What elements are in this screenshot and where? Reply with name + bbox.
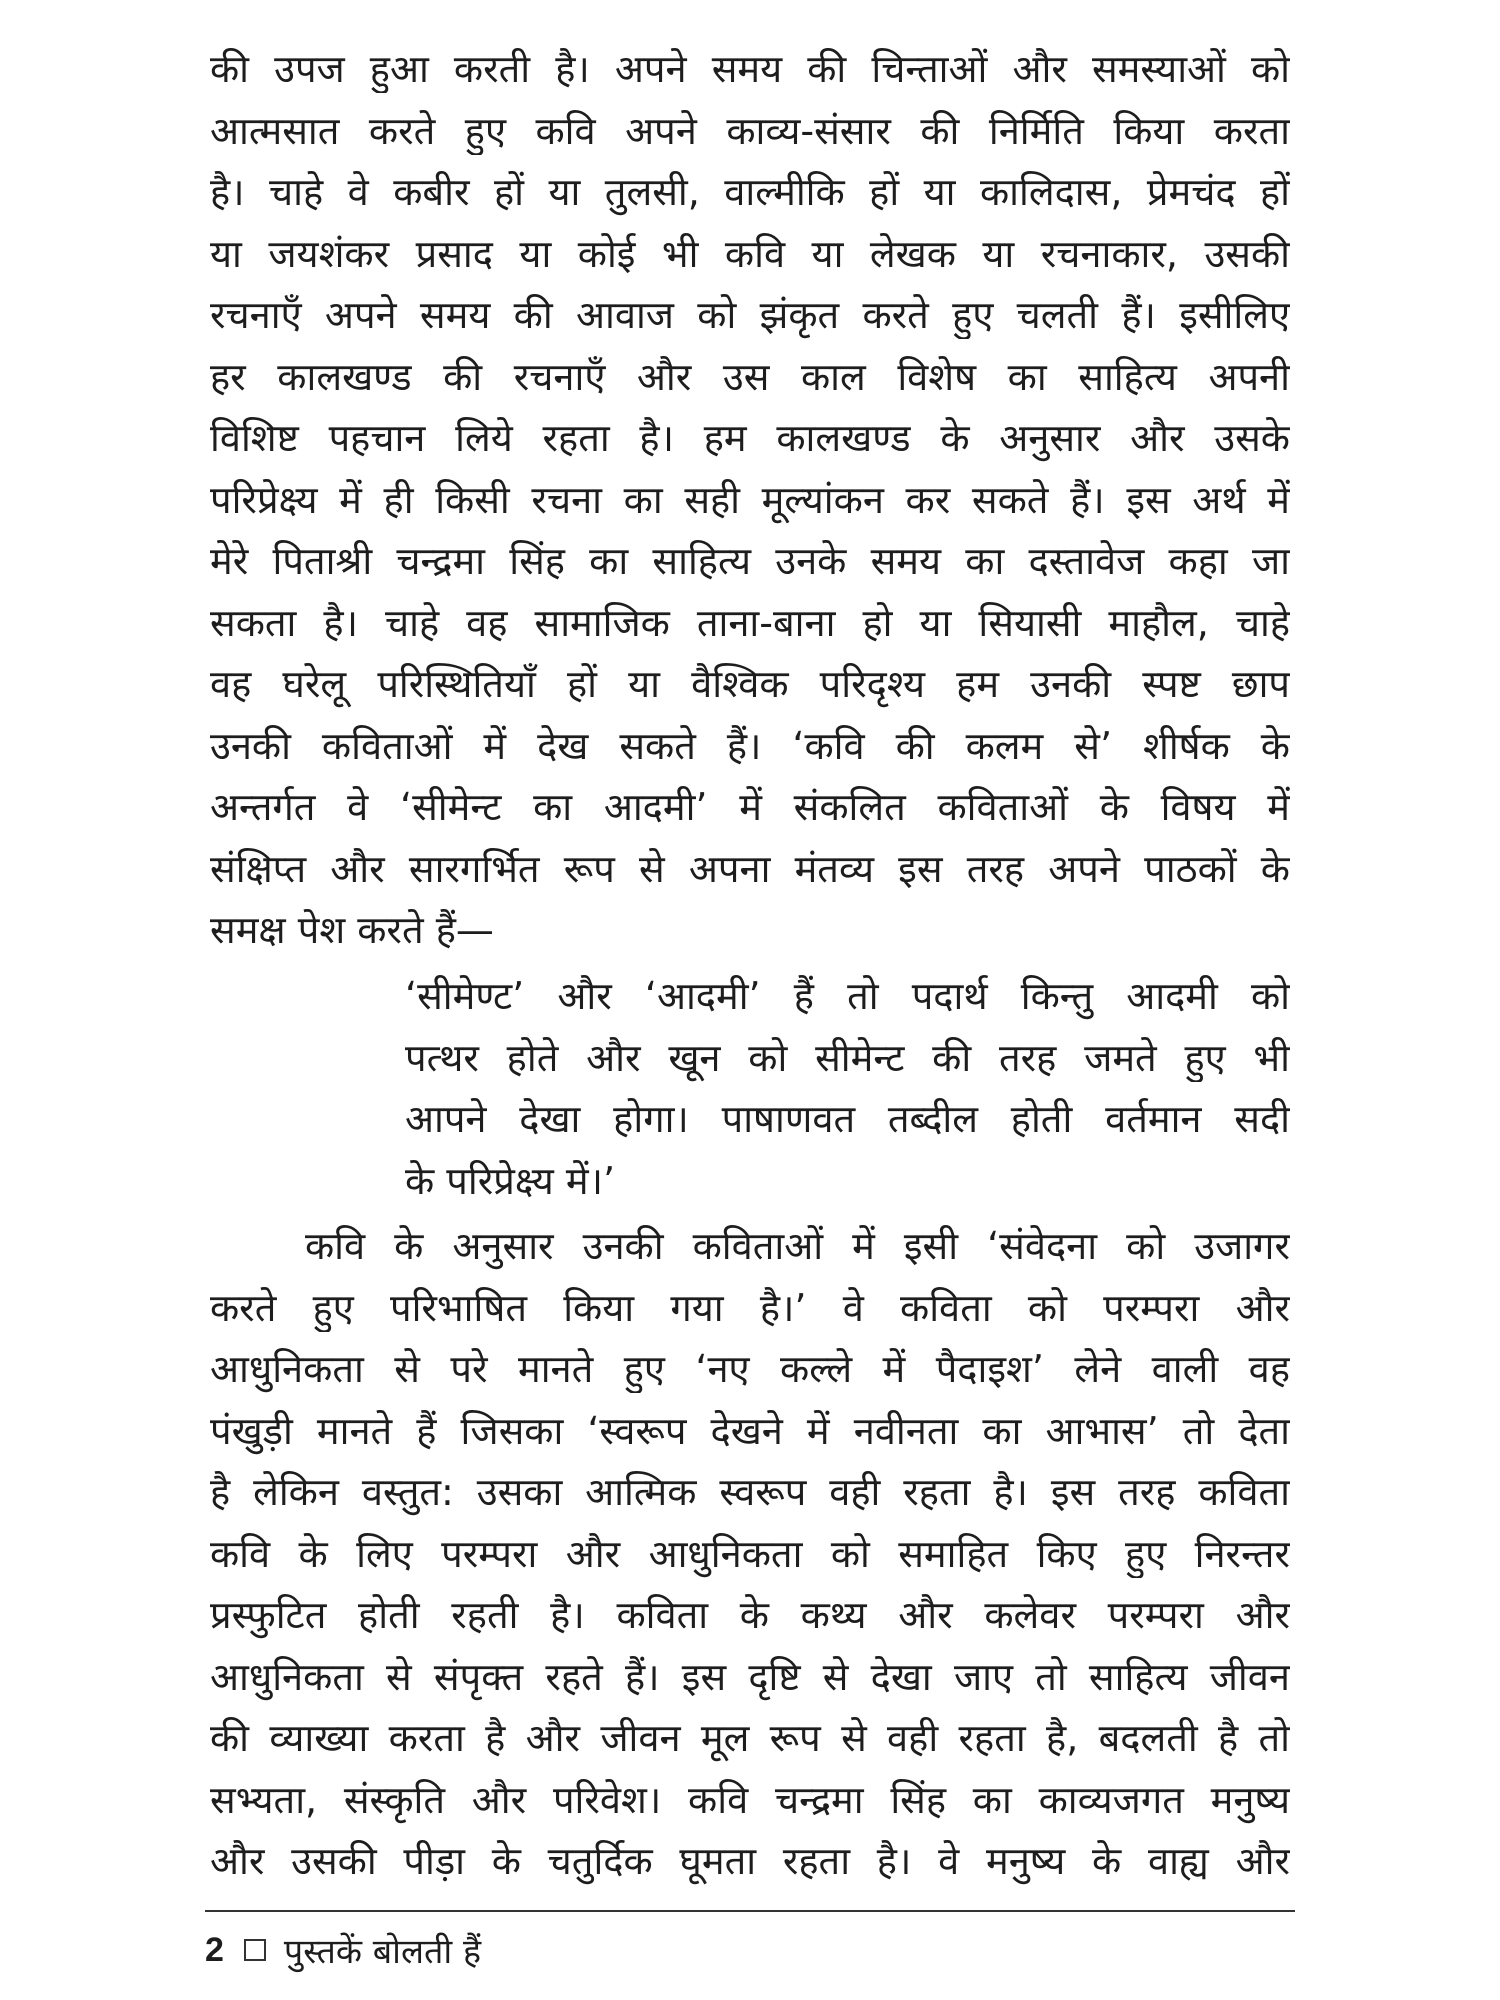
text-line: हर कालखण्ड की रचनाएँ और उस काल विशेष का साहित्य अपनी: [210, 355, 1290, 399]
text-line: मेरे पिताश्री चन्द्रमा सिंह का साहित्य उनके समय का दस्तावेज कहा जा: [210, 539, 1290, 583]
text-line: सभ्यता, संस्कृति और परिवेश। कवि चन्द्रमा सिंह का काव्यजगत मनुष्य: [210, 1778, 1290, 1822]
text-line: आधुनिकता से परे मानते हुए ‘नए कल्ले में पैदाइश’ लेने वाली वह: [210, 1347, 1290, 1391]
text-line: संक्षिप्त और सारगर्भित रूप से अपना मंतव्य इस तरह अपने पाठकों के: [210, 847, 1290, 891]
text-line: है लेकिन वस्तुत: उसका आत्मिक स्वरूप वही रहता है। इस तरह कविता: [210, 1470, 1290, 1514]
text-line: पंखुड़ी मानते हैं जिसका ‘स्वरूप देखने में नवीनता का आभास’ तो देता: [210, 1409, 1290, 1453]
text-line: है। चाहे वे कबीर हों या तुलसी, वाल्मीकि हों या कालिदास, प्रेमचंद हों: [210, 170, 1290, 214]
text-line: उनकी कविताओं में देख सकते हैं। ‘कवि की कलम से’ शीर्षक के: [210, 724, 1290, 768]
text-line: प्रस्फुटित होती रहती है। कविता के कथ्य और कलेवर परम्परा और: [210, 1593, 1290, 1637]
page-footer: [205, 1925, 481, 1975]
text-line: की उपज हुआ करती है। अपने समय की चिन्ताओं और समस्याओं को: [210, 47, 1290, 91]
quote-line: के परिप्रेक्ष्य में।’: [405, 1159, 616, 1203]
text-line: कवि के लिए परम्परा और आधुनिकता को समाहित किए हुए निरन्तर: [210, 1532, 1290, 1576]
text-line: वह घरेलू परिस्थितियाँ हों या वैश्विक परिदृश्य हम उनकी स्पष्ट छाप: [210, 662, 1290, 706]
text-line: और उसकी पीड़ा के चतुर्दिक घूमता रहता है। वे मनुष्य के वाह्य और: [210, 1839, 1290, 1883]
text-line: समक्ष पेश करते हैं—: [210, 908, 494, 952]
text-line: रचनाएँ अपने समय की आवाज को झंकृत करते हुए चलती हैं। इसीलिए: [210, 293, 1290, 337]
text-line: करते हुए परिभाषित किया गया है।’ वे कविता को परम्परा और: [210, 1286, 1290, 1330]
quote-line: आपने देखा होगा। पाषाणवत तब्दील होती वर्तमान सदी: [405, 1097, 1290, 1141]
text-line: कवि के अनुसार उनकी कविताओं में इसी ‘संवेदना को उजागर: [305, 1224, 1290, 1268]
quote-line: ‘सीमेण्ट’ और ‘आदमी’ हैं तो पदार्थ किन्तु आदमी को: [405, 974, 1290, 1018]
book-title: पुस्तकें बोलती हैं: [283, 1932, 482, 1972]
text-line: या जयशंकर प्रसाद या कोई भी कवि या लेखक या रचनाकार, उसकी: [210, 232, 1290, 276]
text-line: विशिष्ट पहचान लिये रहता है। हम कालखण्ड के अनुसार और उसके: [210, 416, 1290, 460]
text-line: सकता है। चाहे वह सामाजिक ताना-बाना हो या सियासी माहौल, चाहे: [210, 601, 1290, 645]
text-line: आधुनिकता से संपृक्त रहते हैं। इस दृष्टि से देखा जाए तो साहित्य जीवन: [210, 1655, 1290, 1699]
page-number: 2: [205, 1930, 224, 1969]
square-box-icon: [244, 1939, 266, 1961]
text-line: की व्याख्या करता है और जीवन मूल रूप से वही रहता है, बदलती है तो: [210, 1716, 1290, 1760]
text-line: आत्मसात करते हुए कवि अपने काव्य-संसार की निर्मिति किया करता: [210, 109, 1290, 153]
quote-line: पत्थर होते और खून को सीमेन्ट की तरह जमते हुए भी: [405, 1036, 1290, 1080]
footer-divider: [205, 1910, 1295, 1912]
text-line: परिप्रेक्ष्य में ही किसी रचना का सही मूल्यांकन कर सकते हैं। इस अर्थ में: [210, 478, 1290, 522]
text-line: अन्तर्गत वे ‘सीमेन्ट का आदमी’ में संकलित कविताओं के विषय में: [210, 785, 1290, 829]
